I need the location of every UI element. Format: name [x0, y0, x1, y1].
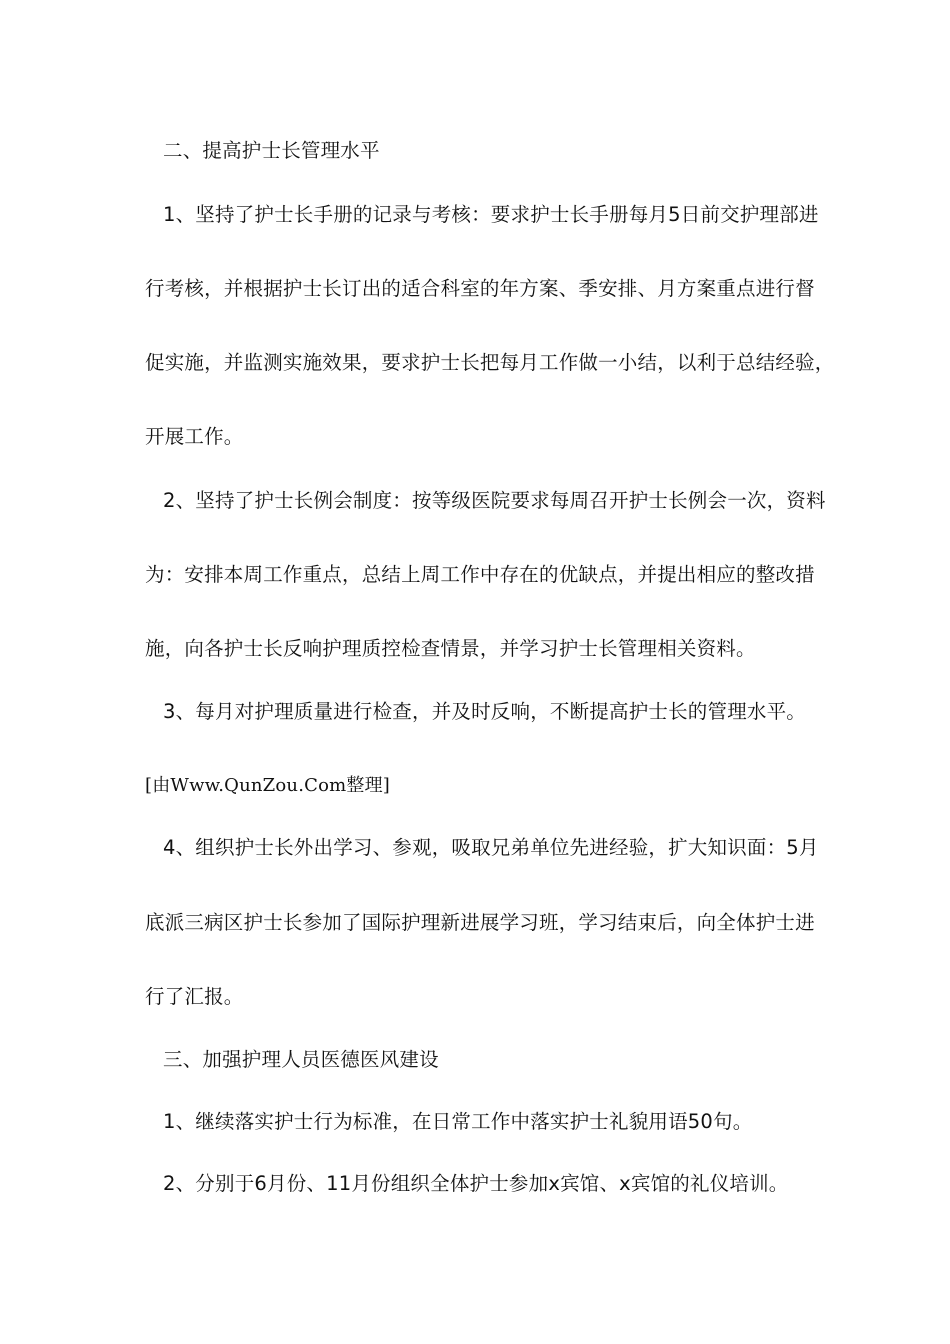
source-note: [由Www.QunZou.Com整理]	[145, 775, 391, 796]
paragraph-line: 2、分别于6月份、11月份组织全体护士参加x宾馆、x宾馆的礼仪培训。	[163, 1172, 789, 1195]
paragraph-line: 4、组织护士长外出学习、参观，吸取兄弟单位先进经验，扩大知识面：5月	[163, 836, 819, 859]
paragraph-line: 2、坚持了护士长例会制度：按等级医院要求每周召开护士长例会一次，资料	[163, 489, 826, 512]
paragraph-line: 底派三病区护士长参加了国际护理新进展学习班，学习结束后，向全体护士进	[145, 911, 815, 934]
paragraph-line: 行考核，并根据护士长订出的适合科室的年方案、季安排、月方案重点进行督	[145, 277, 815, 300]
paragraph-line: 行了汇报。	[145, 985, 244, 1008]
paragraph-line: 开展工作。	[145, 425, 244, 448]
paragraph-line: 施，向各护士长反响护理质控检查情景，并学习护士长管理相关资料。	[145, 637, 756, 660]
paragraph-line: 促实施，并监测实施效果，要求护士长把每月工作做一小结，以利于总结经验，	[145, 351, 835, 374]
paragraph-line: 3、每月对护理质量进行检查，并及时反响，不断提高护士长的管理水平。	[163, 700, 807, 723]
section-heading-3: 三、加强护理人员医德医风建设	[163, 1048, 439, 1071]
section-heading-2: 二、提高护士长管理水平	[163, 139, 380, 162]
paragraph-line: 为：安排本周工作重点，总结上周工作中存在的优缺点，并提出相应的整改措	[145, 563, 815, 586]
paragraph-line: 1、继续落实护士行为标准，在日常工作中落实护士礼貌用语50句。	[163, 1110, 753, 1133]
paragraph-line: 1、坚持了护士长手册的记录与考核：要求护士长手册每月5日前交护理部进	[163, 203, 819, 226]
